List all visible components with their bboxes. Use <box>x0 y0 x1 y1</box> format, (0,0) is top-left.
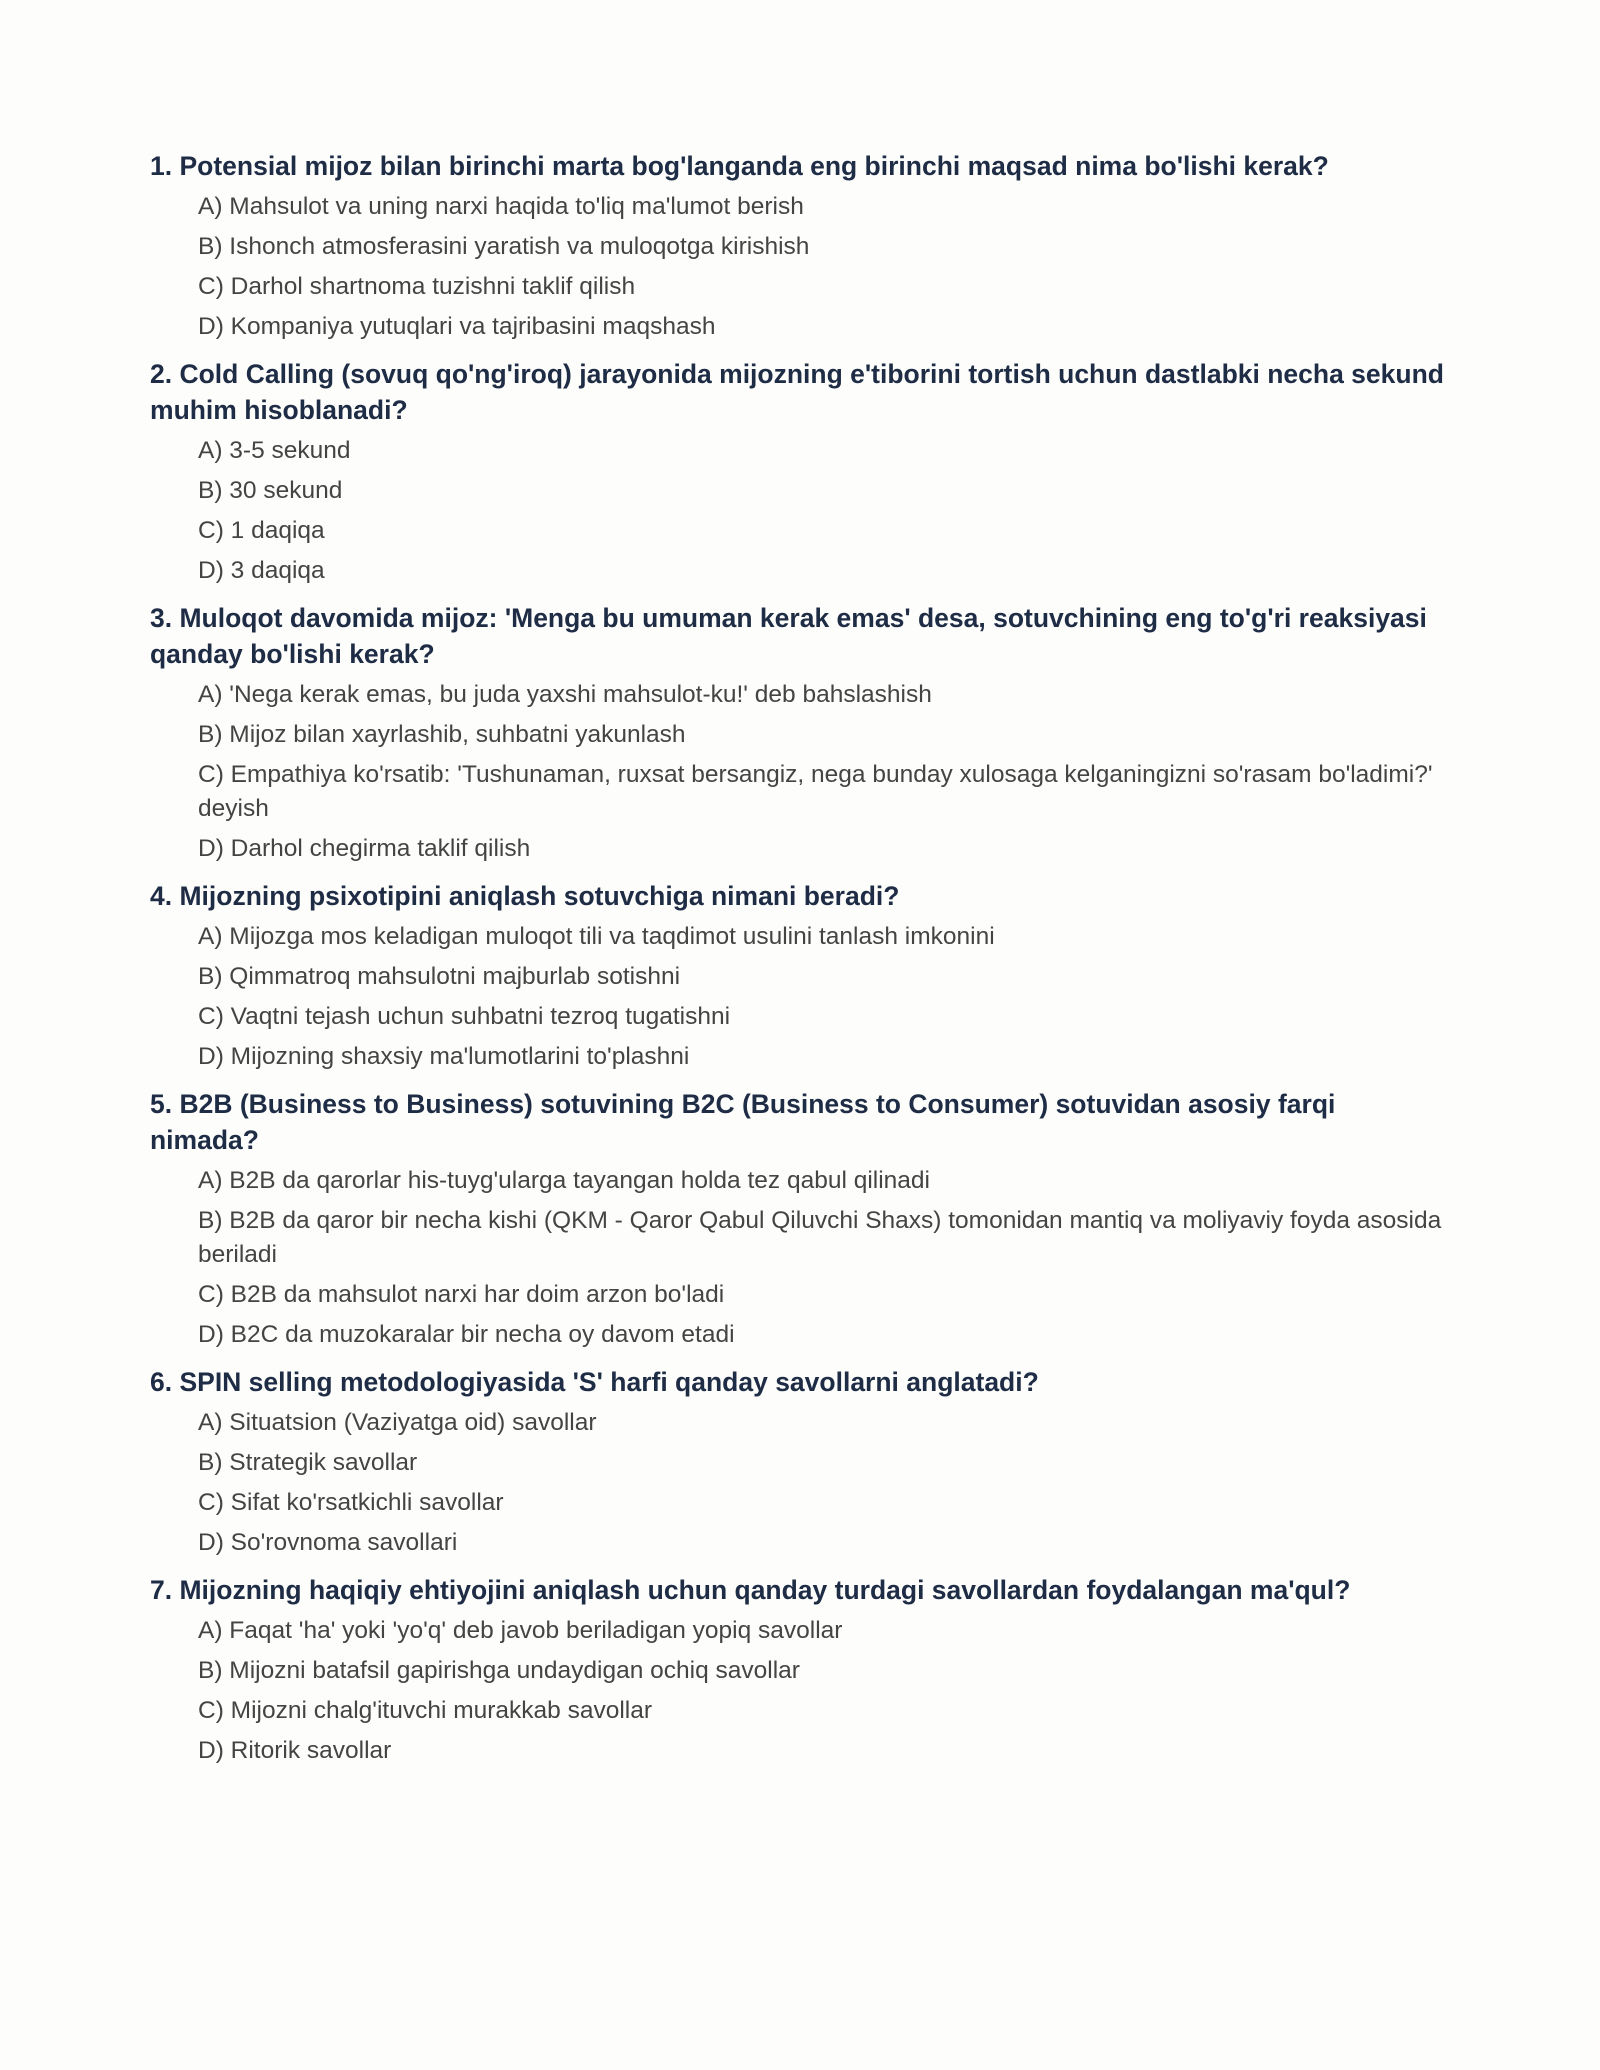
option-d: D) Darhol chegirma taklif qilish <box>198 835 531 862</box>
question-title: 1. Potensial mijoz bilan birinchi marta bog'langanda eng birinchi maqsad nima bo'lishi kerak? <box>150 151 1329 181</box>
option-a: A) B2B da qarorlar his-tuyg'ularga tayangan holda tez qabul qilinadi <box>198 1167 930 1194</box>
option-list <box>150 434 1450 588</box>
option-b: B) Strategik savollar <box>198 1449 418 1476</box>
question-title: 6. SPIN selling metodologiyasida 'S' harfi qanday savollarni anglatadi? <box>150 1367 1039 1397</box>
option-d: D) Kompaniya yutuqlari va tajribasini maqshash <box>198 313 716 340</box>
option-a: A) Mahsulot va uning narxi haqida to'liq ma'lumot berish <box>198 193 804 220</box>
option-a: A) Situatsion (Vaziyatga oid) savollar <box>198 1409 597 1436</box>
option-list <box>150 1406 1450 1560</box>
option-b: B) Ishonch atmosferasini yaratish va muloqotga kirishish <box>198 233 810 260</box>
option-d: D) So'rovnoma savollari <box>198 1529 458 1556</box>
question-5 <box>150 1086 1450 1352</box>
question-1 <box>150 148 1450 344</box>
option-a: A) 'Nega kerak emas, bu juda yaxshi mahsulot-ku!' deb bahslashish <box>198 681 932 708</box>
option-c: C) 1 daqiqa <box>198 517 325 544</box>
option-d: D) B2C da muzokaralar bir necha oy davom etadi <box>198 1321 735 1348</box>
question-title: 5. B2B (Business to Business) sotuvining B2C (Business to Consumer) sotuvidan asosiy farqi nimada? <box>150 1089 1336 1155</box>
option-b: B) Qimmatroq mahsulotni majburlab sotishni <box>198 963 681 990</box>
question-title: 3. Muloqot davomida mijoz: 'Menga bu umuman kerak emas' desa, sotuvchining eng to'g'ri reaksiyasi qanday bo'lishi kerak? <box>150 603 1427 669</box>
option-d: D) Ritorik savollar <box>198 1737 392 1764</box>
option-c: C) B2B da mahsulot narxi har doim arzon bo'ladi <box>198 1281 725 1308</box>
option-list <box>150 920 1450 1074</box>
option-a: A) 3-5 sekund <box>198 437 351 464</box>
option-b: B) 30 sekund <box>198 477 343 504</box>
option-c: C) Vaqtni tejash uchun suhbatni tezroq tugatishni <box>198 1003 731 1030</box>
option-list <box>150 190 1450 344</box>
question-4 <box>150 878 1450 1074</box>
option-d: D) 3 daqiqa <box>198 557 325 584</box>
option-b: B) Mijozni batafsil gapirishga undaydigan ochiq savollar <box>198 1657 800 1684</box>
question-title: 4. Mijozning psixotipini aniqlash sotuvchiga nimani beradi? <box>150 881 900 911</box>
option-list <box>150 1164 1450 1352</box>
question-6 <box>150 1364 1450 1560</box>
option-c: C) Mijozni chalg'ituvchi murakkab savollar <box>198 1697 653 1724</box>
question-2 <box>150 356 1450 588</box>
option-b: B) B2B da qaror bir necha kishi (QKM - Qaror Qabul Qiluvchi Shaxs) tomonidan mantiq va moliyaviy foyda asosida beriladi <box>198 1207 1442 1268</box>
question-title: 2. Cold Calling (sovuq qo'ng'iroq) jarayonida mijozning e'tiborini tortish uchun dastlabki necha sekund muhim hisoblanadi? <box>150 359 1444 425</box>
option-c: C) Sifat ko'rsatkichli savollar <box>198 1489 504 1516</box>
option-c: C) Empathiya ko'rsatib: 'Tushunaman, ruxsat bersangiz, nega bunday xulosaga kelganingizni so'rasam bo'ladimi?' deyish <box>198 761 1433 822</box>
option-list <box>150 678 1450 866</box>
option-a: A) Faqat 'ha' yoki 'yo'q' deb javob beriladigan yopiq savollar <box>198 1617 843 1644</box>
option-b: B) Mijoz bilan xayrlashib, suhbatni yakunlash <box>198 721 686 748</box>
quiz-document <box>150 148 1450 1780</box>
option-c: C) Darhol shartnoma tuzishni taklif qilish <box>198 273 636 300</box>
question-title: 7. Mijozning haqiqiy ehtiyojini aniqlash uchun qanday turdagi savollardan foydalangan ma'qul? <box>150 1575 1351 1605</box>
option-list <box>150 1614 1450 1768</box>
option-a: A) Mijozga mos keladigan muloqot tili va taqdimot usulini tanlash imkonini <box>198 923 995 950</box>
question-3 <box>150 600 1450 866</box>
option-d: D) Mijozning shaxsiy ma'lumotlarini to'plashni <box>198 1043 690 1070</box>
question-7 <box>150 1572 1450 1768</box>
